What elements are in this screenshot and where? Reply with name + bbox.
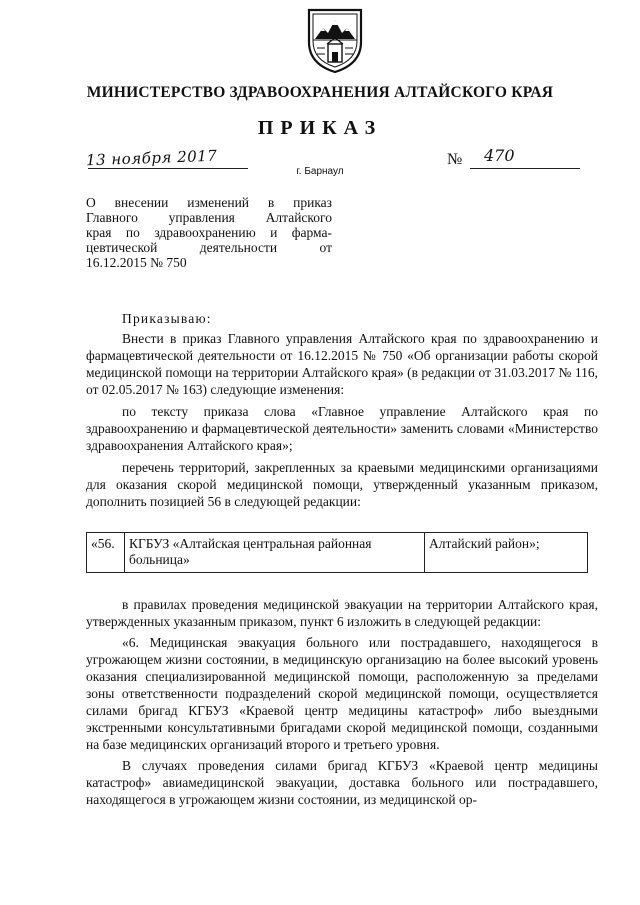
order-body-continued — [86, 596, 598, 812]
paragraph: Внести в приказ Главного управления Алтайского края по здравоохранению и фармацевтической деятельности от 16.12.2015 № 750 «Об организации работы скорой медицинской помощи на территории Алтайского края» (в редакции от 31.03.2017 № 116, от 02.05.2017 № 163) следующие изменения: — [86, 331, 598, 397]
coat-of-arms-icon — [303, 6, 367, 74]
subject-line: 16.12.2015 № 750 — [86, 255, 187, 270]
paragraph: «6. Медицинская эвакуация больного или пострадавшего, находящегося в угрожающем жизни состоянии, в медицинскую организацию на более высокий уровень оказания специализированной медицинской помощи, расположенную за пределами зоны ответственности подразделений скорой медицинской помощи, осуществляется силами бригад КГБУЗ «Краевой центр медицины катастроф» либо выездными экстренными консультативными бригадами скорой медицинской помощи, созданными на базе медицинских организаций второго и третьего уровня. — [86, 635, 598, 752]
table-cell-district: Алтайский район»; — [425, 533, 588, 573]
paragraph: в правилах проведения медицинской эвакуации на территории Алтайского края, утвержденных указанным приказом, пункт 6 изложить в следующей редакции: — [86, 597, 598, 629]
paragraph: В случаях проведения силами бригад КГБУЗ «Краевой центр медицины катастроф» авиамедицинской эвакуации, доставка больного или пострадавшего, находящегося в угрожающем жизни состоянии, из медицинской ор- — [86, 758, 598, 807]
ministry-heading: МИНИСТЕРСТВО ЗДРАВООХРАНЕНИЯ АЛТАЙСКОГО КРАЯ — [86, 84, 554, 101]
paragraph: перечень территорий, закрепленных за краевыми медицинскими организациями для оказания скорой медицинской помощи, утвержденный указанным приказом, дополнить позицией 56 в следующей редакции: — [86, 460, 598, 509]
handwritten-number: 470 — [484, 146, 515, 165]
order-subject — [86, 195, 332, 270]
number-underline — [470, 168, 580, 169]
handwritten-date: 13 ноября 2017 — [85, 146, 218, 170]
document-title: ПРИКАЗ — [257, 117, 383, 139]
table-cell-organization: КГБУЗ «Алтайская центральная районная больница» — [125, 533, 425, 573]
order-body — [86, 310, 598, 515]
subject-line: цевтической деятельности от — [86, 240, 332, 255]
paragraph: по тексту приказа слова «Главное управление Алтайского края по здравоохранению и фармацевтической деятельности» заменить словами «Министерство здравоохранения Алтайского края»; — [86, 404, 598, 453]
position-table — [86, 532, 588, 573]
order-word: Приказываю: — [122, 311, 212, 326]
city-label: г. Барнаул — [296, 166, 344, 177]
subject-line: края по здравоохранению и фарма- — [86, 225, 332, 240]
table-cell-number: «56. — [87, 533, 125, 573]
number-sign: № — [447, 151, 463, 168]
table-row — [87, 533, 588, 573]
subject-line: Главного управления Алтайского — [86, 210, 332, 225]
subject-line: О внесении изменений в приказ — [86, 195, 332, 210]
